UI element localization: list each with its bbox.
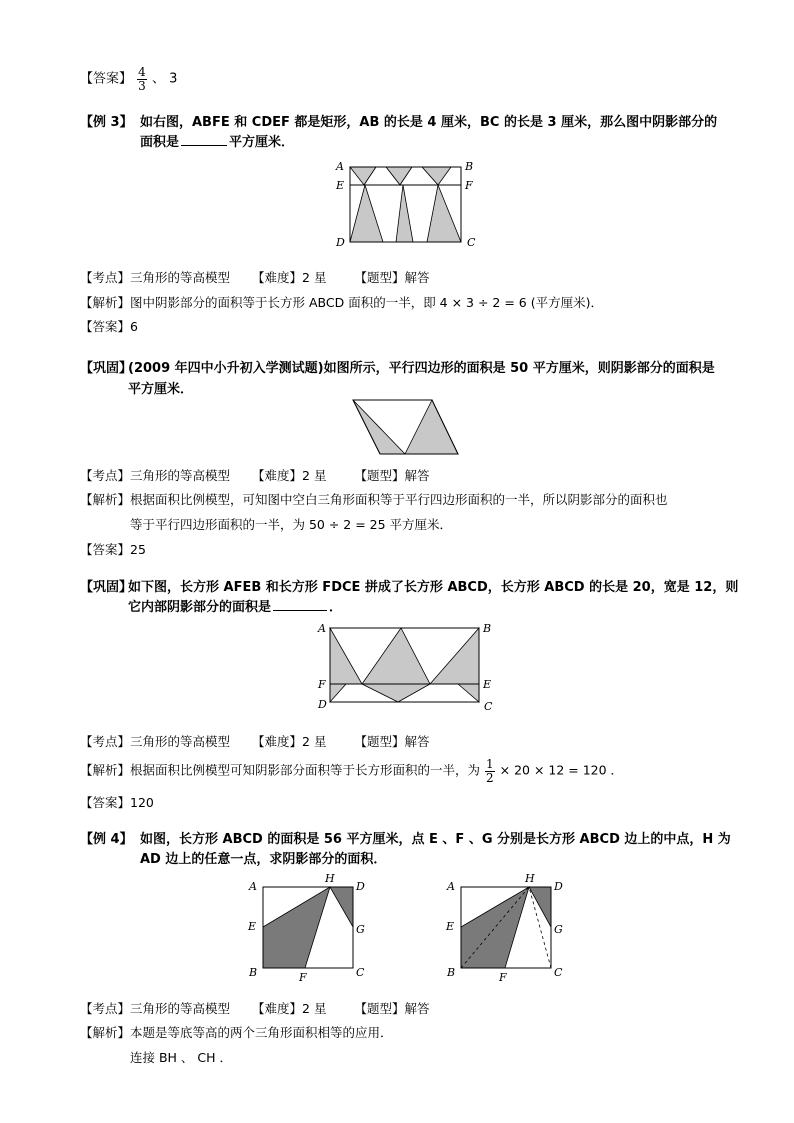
ex4l-label-e: E <box>248 920 257 933</box>
ex4r-label-b: B <box>447 966 456 979</box>
ex3-label-e: E <box>336 179 345 192</box>
example4-tag: 【例 4】 <box>80 832 133 847</box>
gonggu2-line2 <box>128 596 342 615</box>
ex4l-label-a: A <box>249 880 257 893</box>
example3-answer: 【答案】6 <box>80 319 138 334</box>
nandu: 【难度】2 星 <box>252 1001 327 1016</box>
example3-jiexi: 【解析】图中阴影部分的面积等于长方形 ABCD 面积的一半，即 4 × 3 ÷ 2 = 6 (平方厘米)． <box>80 295 603 310</box>
ex4l-label-h: H <box>325 872 335 885</box>
gonggu2-answer: 【答案】120 <box>80 795 154 810</box>
gg2-lower-shade-3 <box>458 684 479 702</box>
gg1-shaded-left <box>353 400 405 454</box>
example4-jiexi: 【解析】本题是等底等高的两个三角形面积相等的应用． <box>80 1025 393 1040</box>
example4-figure-right <box>443 870 573 985</box>
gg2-label-d: D <box>318 698 327 711</box>
ex4l-shade-left <box>263 887 330 968</box>
nandu: 【难度】2 星 <box>252 468 327 483</box>
nandu: 【难度】2 星 <box>252 734 327 749</box>
ex4l-label-g: G <box>356 923 365 936</box>
ex3-bottom-triangle-3 <box>427 185 461 242</box>
gonggu1-line2: 平方厘米． <box>128 382 194 397</box>
gg2-label-c: C <box>484 700 493 713</box>
gonggu2-jiexi-a: 【解析】根据面积比例模型可知阴影部分面积等于长方形面积的一半，为 <box>80 762 481 778</box>
fraction-denominator: 3 <box>138 79 146 93</box>
example3-line2 <box>140 131 294 150</box>
ex4r-label-f: F <box>499 971 507 984</box>
gg2-upper-shade-1 <box>330 628 362 684</box>
tixing: 【题型】解答 <box>354 1001 430 1016</box>
gg2-upper-shade-3 <box>430 628 479 684</box>
gg2-label-e: E <box>483 678 492 691</box>
gg1-shaded-right <box>405 400 458 454</box>
answer-rest: 、 3 <box>151 71 178 87</box>
gonggu2-jiexi-b: × 20 × 12 = 120 ． <box>499 762 624 778</box>
example3-line2-b: 平方厘米． <box>229 135 295 150</box>
gonggu2-figure <box>313 620 503 714</box>
answer-blank <box>273 598 327 611</box>
fraction-numerator: 4 <box>138 65 146 79</box>
ex4r-shade-right <box>529 887 551 927</box>
ex4l-label-d: D <box>356 880 365 893</box>
gonggu2-jiexi <box>80 758 623 784</box>
example4-meta <box>80 999 429 1017</box>
example4-figure-left <box>243 870 373 985</box>
gonggu2-line2-b: ． <box>329 600 343 615</box>
gg2-lower-shade-1 <box>330 684 346 702</box>
nandu: 【难度】2 星 <box>252 270 327 285</box>
kaodian: 【考点】三角形的等高模型 <box>80 1001 231 1016</box>
jiexi-fraction-num: 1 <box>486 757 494 771</box>
gg2-label-f: F <box>318 678 326 691</box>
ex4r-label-e: E <box>446 920 455 933</box>
ex4r-label-d: D <box>554 880 563 893</box>
gonggu2-tag: 【巩固】 <box>80 580 133 595</box>
gonggu1-line1: (2009 年四中小升初入学测试题)如图所示，平行四边形的面积是 50 平方厘米，则阴影部分的面积是 <box>128 361 715 376</box>
example3-line2-a: 面积是 <box>140 135 180 150</box>
ex3-bottom-triangle-2 <box>396 185 413 242</box>
kaodian: 【考点】三角形的等高模型 <box>80 270 231 285</box>
ex4l-label-b: B <box>249 966 258 979</box>
gg2-lower-shade-2 <box>362 684 430 702</box>
example3-tag: 【例 3】 <box>80 115 133 130</box>
gonggu1-jiexi1: 【解析】根据面积比例模型，可知图中空白三角形面积等于平行四边形面积的一半，所以阴影部分的面积也 <box>80 492 668 507</box>
tixing: 【题型】解答 <box>354 270 430 285</box>
answer-fraction <box>137 66 147 92</box>
ex3-label-d: D <box>336 236 345 249</box>
ex4r-label-g: G <box>554 923 563 936</box>
ex3-label-f: F <box>465 179 473 192</box>
ex3-label-b: B <box>465 160 474 173</box>
gonggu1-jiexi2: 等于平行四边形面积的一半，为 50 ÷ 2 = 25 平方厘米． <box>130 517 453 532</box>
ex4r-label-c: C <box>554 966 563 979</box>
gonggu2-line1: 如下图，长方形 AFEB 和长方形 FDCE 拼成了长方形 ABCD，长方形 ABCD 的长是 20，宽是 12，则 <box>128 580 739 595</box>
ex3-bottom-triangle-1 <box>350 185 383 242</box>
gonggu1-figure <box>350 398 462 456</box>
gonggu2-meta <box>80 732 429 750</box>
kaodian: 【考点】三角形的等高模型 <box>80 468 231 483</box>
example4-line1: 如图，长方形 ABCD 的面积是 56 平方厘米，点 E 、F 、G 分别是长方形 ABCD 边上的中点，H 为 <box>140 832 731 847</box>
ex4l-shade-right <box>330 887 353 927</box>
ex3-label-a: A <box>336 160 344 173</box>
example3-meta <box>80 268 429 286</box>
ex4r-label-h: H <box>525 872 535 885</box>
gg2-upper-shade-2 <box>362 628 430 684</box>
jiexi-fraction <box>485 758 495 784</box>
example3-line1: 如右图，ABFE 和 CDEF 都是矩形，AB 的长是 4 厘米，BC 的长是 3 厘米，那么图中阴影部分的 <box>140 115 718 130</box>
ex4r-shade-left <box>461 887 529 968</box>
gg2-label-a: A <box>318 622 326 635</box>
tixing: 【题型】解答 <box>354 734 430 749</box>
example4-connect: 连接 BH 、 CH ． <box>130 1050 232 1065</box>
answer-label: 【答案】 <box>80 71 133 87</box>
answer-blank <box>181 133 227 146</box>
answer-top <box>80 66 177 92</box>
gonggu2-line2-a: 它内部阴影部分的面积是 <box>128 600 272 615</box>
gonggu1-tag: 【巩固】 <box>80 361 133 376</box>
ex4r-label-a: A <box>447 880 455 893</box>
tixing: 【题型】解答 <box>354 468 430 483</box>
example3-figure <box>330 158 480 253</box>
gg2-label-b: B <box>483 622 492 635</box>
gonggu1-meta <box>80 466 429 484</box>
kaodian: 【考点】三角形的等高模型 <box>80 734 231 749</box>
ex3-label-c: C <box>467 236 476 249</box>
ex4l-label-c: C <box>356 966 365 979</box>
example4-line2: AD 边上的任意一点，求阴影部分的面积． <box>140 852 387 867</box>
ex4l-label-f: F <box>299 971 307 984</box>
gonggu1-answer: 【答案】25 <box>80 542 146 557</box>
jiexi-fraction-den: 2 <box>486 771 494 785</box>
